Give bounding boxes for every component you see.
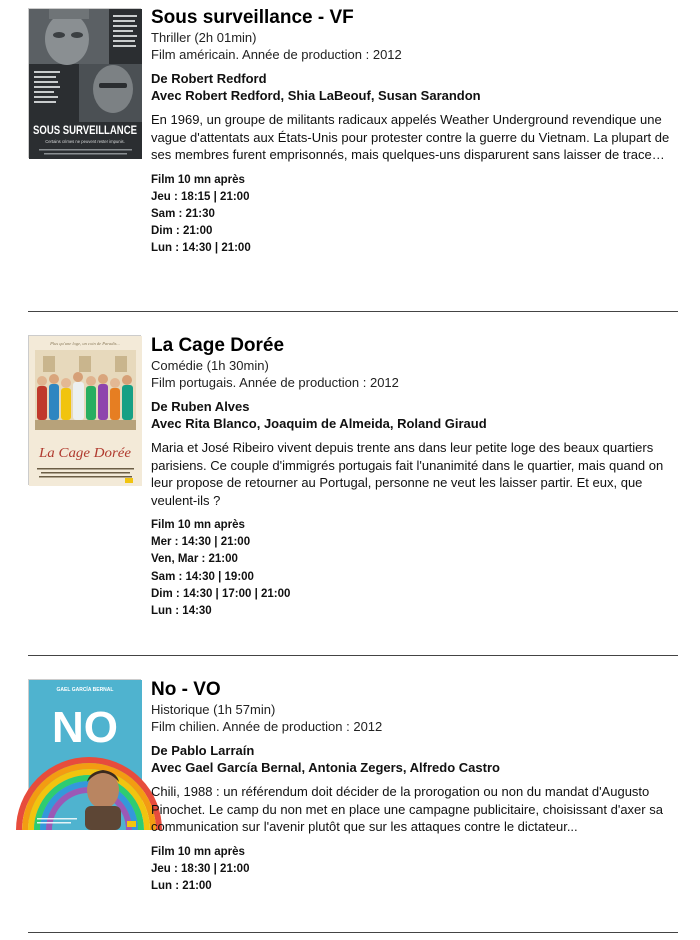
showtime-line: Jeu : 18:15 | 21:00: [151, 190, 250, 203]
movie-title[interactable]: No - VO: [151, 679, 221, 700]
showtimes-header: Film 10 mn après: [151, 173, 245, 186]
poster-image: [29, 336, 142, 486]
movie-genre-duration: Comédie (1h 30min): [151, 358, 269, 373]
poster-tagline: Plus qu'une loge, un coin de Paradis...: [50, 341, 120, 346]
divider: [28, 932, 678, 933]
showtimes-header: Film 10 mn après: [151, 845, 245, 858]
showtime-line: Ven, Mar : 21:00: [151, 553, 238, 566]
showtime-line: Dim : 21:00: [151, 225, 213, 238]
movie-synopsis: Maria et José Ribeiro vivent depuis trente ans dans leur petite loge des beaux quartiers parisiens. Ce couple d'immigrés portugais fait l'unanimité dans le quartier, mais quand on leur propose de retourner au Portugal, personne ne veut les laisser partir. Et eux, que veulent-ils ?: [151, 440, 664, 508]
showtime-line: Dim : 14:30 | 17:00 | 21:00: [151, 587, 291, 600]
poster-image: [29, 680, 142, 830]
movie-poster[interactable]: [28, 679, 141, 829]
movie-origin-year: Film portugais. Année de production : 2012: [151, 375, 399, 390]
movie-genre-duration: Thriller (2h 01min): [151, 30, 257, 45]
movie-credits: [151, 742, 681, 776]
movie-info: [151, 335, 681, 620]
showtime-line: Sam : 14:30 | 19:00: [151, 570, 254, 583]
poster-actor: GAEL GARCÍA BERNAL: [56, 687, 114, 693]
movie-cast: Avec Gael García Bernal, Antonia Zegers, Alfredo Castro: [151, 760, 500, 775]
showtime-line: Mer : 14:30 | 21:00: [151, 536, 251, 549]
poster-title: La Cage Dorée: [37, 446, 132, 461]
showtimes: [151, 172, 681, 258]
movie-cast: Avec Rita Blanco, Joaquim de Almeida, Roland Giraud: [151, 416, 487, 431]
movie-title[interactable]: La Cage Dorée: [151, 335, 285, 356]
movie-info: [151, 679, 681, 895]
movie-poster[interactable]: [28, 335, 141, 485]
movie-director: De Pablo Larraín: [151, 743, 255, 758]
movie-genre-duration: Historique (1h 57min): [151, 702, 276, 717]
movie-info: [151, 7, 681, 258]
movie-director: De Robert Redford: [151, 71, 267, 86]
showtime-line: Lun : 21:00: [151, 879, 212, 892]
movie-synopsis: En 1969, un groupe de militants radicaux appelés Weather Underground revendique une vague d'attentats aux États-Unis pour protester contre la guerre du Vietnam. La plupart de ses membres furent emprisonnés, mais quelques-uns disparurent sans laisser de trace…: [151, 112, 670, 162]
showtime-line: Jeu : 18:30 | 21:00: [151, 862, 250, 875]
movie-director: De Ruben Alves: [151, 399, 250, 414]
showtime-line: Sam : 21:30: [151, 207, 215, 220]
poster-image: [29, 9, 142, 159]
showtimes-header: Film 10 mn après: [151, 519, 245, 531]
movie-poster[interactable]: [28, 8, 141, 158]
movie-cast: Avec Robert Redford, Shia LaBeouf, Susan Sarandon: [151, 88, 481, 103]
divider: [28, 311, 678, 312]
poster-title: SOUS SURVEILLANCE: [33, 123, 137, 137]
showtime-line: Lun : 14:30 | 21:00: [151, 242, 251, 255]
showtimes: [151, 517, 681, 620]
movie-credits: [151, 398, 681, 432]
movie-title[interactable]: Sous surveillance - VF: [151, 7, 354, 28]
showtimes: [151, 844, 681, 896]
poster-title: NO: [52, 703, 118, 752]
poster-tagline: Certains crimes ne peuvent rester impunis.: [45, 139, 125, 144]
movie-origin-year: Film américain. Année de production : 2012: [151, 47, 402, 62]
showtime-line: Lun : 14:30: [151, 605, 212, 618]
divider: [28, 655, 678, 656]
movie-credits: [151, 70, 681, 104]
movie-synopsis: Chili, 1988 : un référendum doit décider de la prorogation ou non du mandat d'Augusto Pinochet. Le camp du non met en place une campagne publicitaire, choisissant d'axer sa communication sur l'avenir plutôt que sur les attaques contre le dictateur...: [151, 784, 663, 834]
movie-origin-year: Film chilien. Année de production : 2012: [151, 719, 383, 734]
